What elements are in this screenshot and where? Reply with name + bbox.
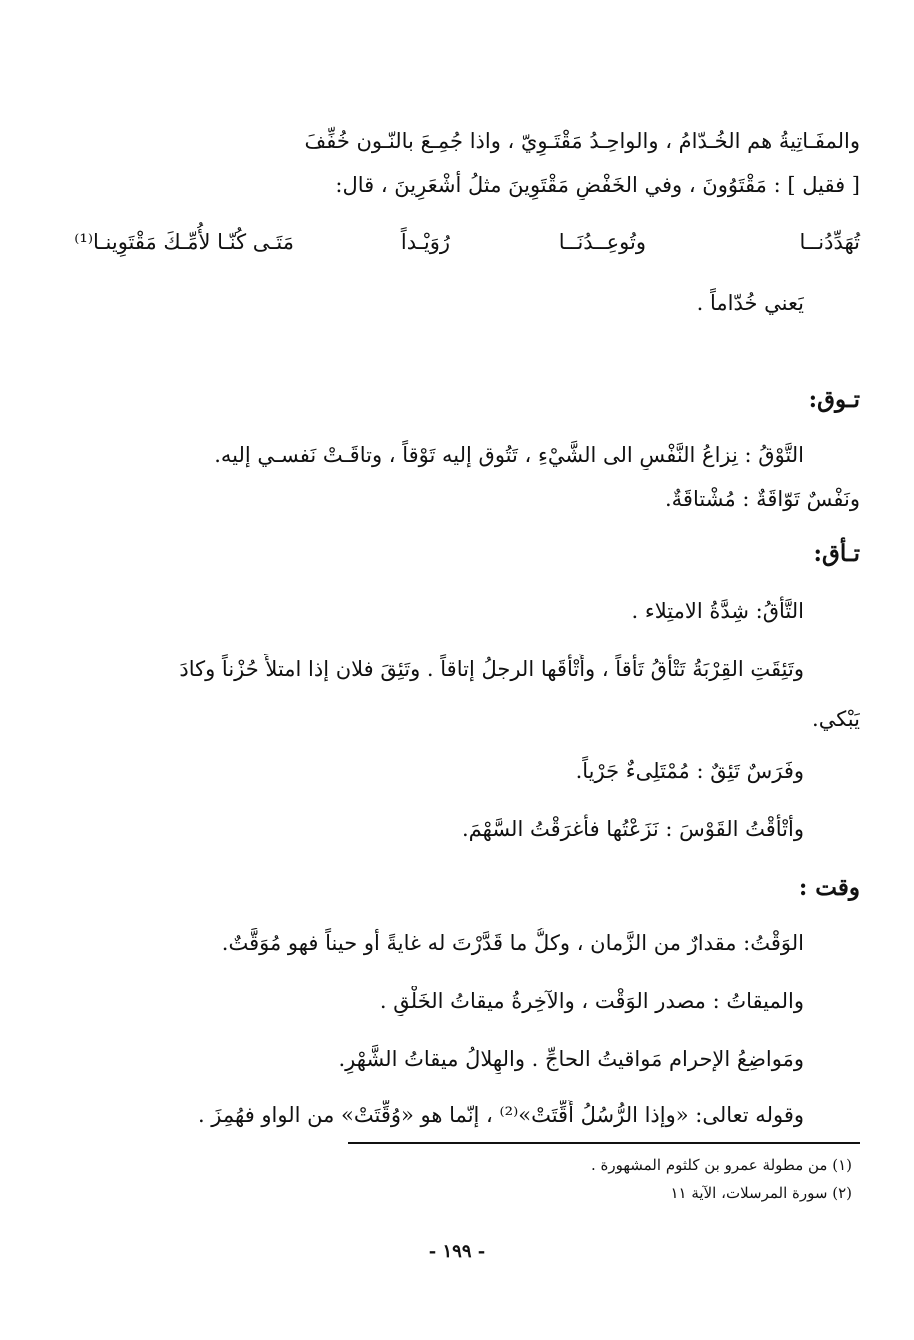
text-line: التَّأَقُ: شِدَّةُ الامتِلاء . <box>631 599 804 623</box>
page-number: - ١٩٩ - <box>428 1241 486 1262</box>
text-line: يَبْكي. <box>812 707 860 731</box>
text-line: وفَرَسٌ تَئِقٌ : مُمْتَلِىءٌ جَرْياً. <box>575 759 804 783</box>
poem-hemistich: رُوَيْـداً <box>400 230 450 254</box>
text-line: وأتْأَقْتُ القَوْسَ : نَزَعْتُها فأغرَقْتُ السَّهْمَ. <box>461 817 804 841</box>
text-line: والمفَـاتِيةُ هم الخُـدّامُ ، والواحِـدُ مَقْتَـوِيّ ، واذا جُمِـعَ بالنّـون خُفِّفَ <box>304 129 860 153</box>
text-line: وتَئِقَتِ القِرْبَةُ تَتْأَقُ تَأَقاً ، وأَتْأَقَها الرجلُ إتاقاً . وتَئِقَ فلان إذا امتلأَ حُزْناً وكادَ <box>179 657 804 681</box>
footnote: (٢) سورة المرسلات، الآية ١١ <box>670 1184 852 1202</box>
text-line: وقوله تعالى: «وإذا الرُّسُلُ أُقِّتَتْ»⁽²⁾ ، إنّما هو «وُقِّتَتْ» من الواو فهُمِزَ . <box>197 1103 804 1127</box>
footnote-divider <box>348 1142 860 1144</box>
poem-verse <box>54 226 860 258</box>
entry-heading: وقت : <box>798 874 860 901</box>
text-line: ونَفْسٌ تَوّاقَةٌ : مُشْتاقَةٌ. <box>665 487 860 511</box>
text-line: التَّوْقُ : نِزاعُ النَّفْسِ الى الشَّيْءِ ، تَتُوق إليه تَوْقاً ، وتاقَـتْ نَفسـي إليه. <box>214 443 804 467</box>
footnote: (١) من مطولة عمرو بن كلثوم المشهورة . <box>590 1156 852 1174</box>
entry-heading: تـأق: <box>813 540 860 567</box>
poem-hemistich: مَتَـى كُنّـا لأُمِّـكَ مَقْتَوِينـا⁽¹⁾ <box>74 230 294 254</box>
poem-hemistich: وتُوعِــدُنَــا <box>558 230 646 254</box>
text-line: الوَقْتُ: مقدارٌ من الزَّمان ، وكلُّ ما قَدَّرْتَ له غايةً أو حيناً فهو مُوَقَّتٌ. <box>221 931 804 955</box>
text-line: ومَواضِعُ الإحرام مَواقيتُ الحاجِّ . والهِلالُ ميقاتُ الشَّهْرِ. <box>338 1047 804 1071</box>
entry-heading: تـوق: <box>808 386 860 413</box>
poem-hemistich: تُهَدِّدُنــا <box>799 230 860 254</box>
text-line: [ فقيل ] : مَقْتَوُونَ ، وفي الخَفْضِ مَقْتَوِينَ مثلُ أشْعَرِينَ ، قال: <box>335 173 860 197</box>
text-line: والميقاتُ : مصدر الوَقْت ، والآخِرةُ ميقاتُ الخَلْقِ . <box>379 989 804 1013</box>
text-line: يَعني خُدّاماً . <box>696 291 804 315</box>
